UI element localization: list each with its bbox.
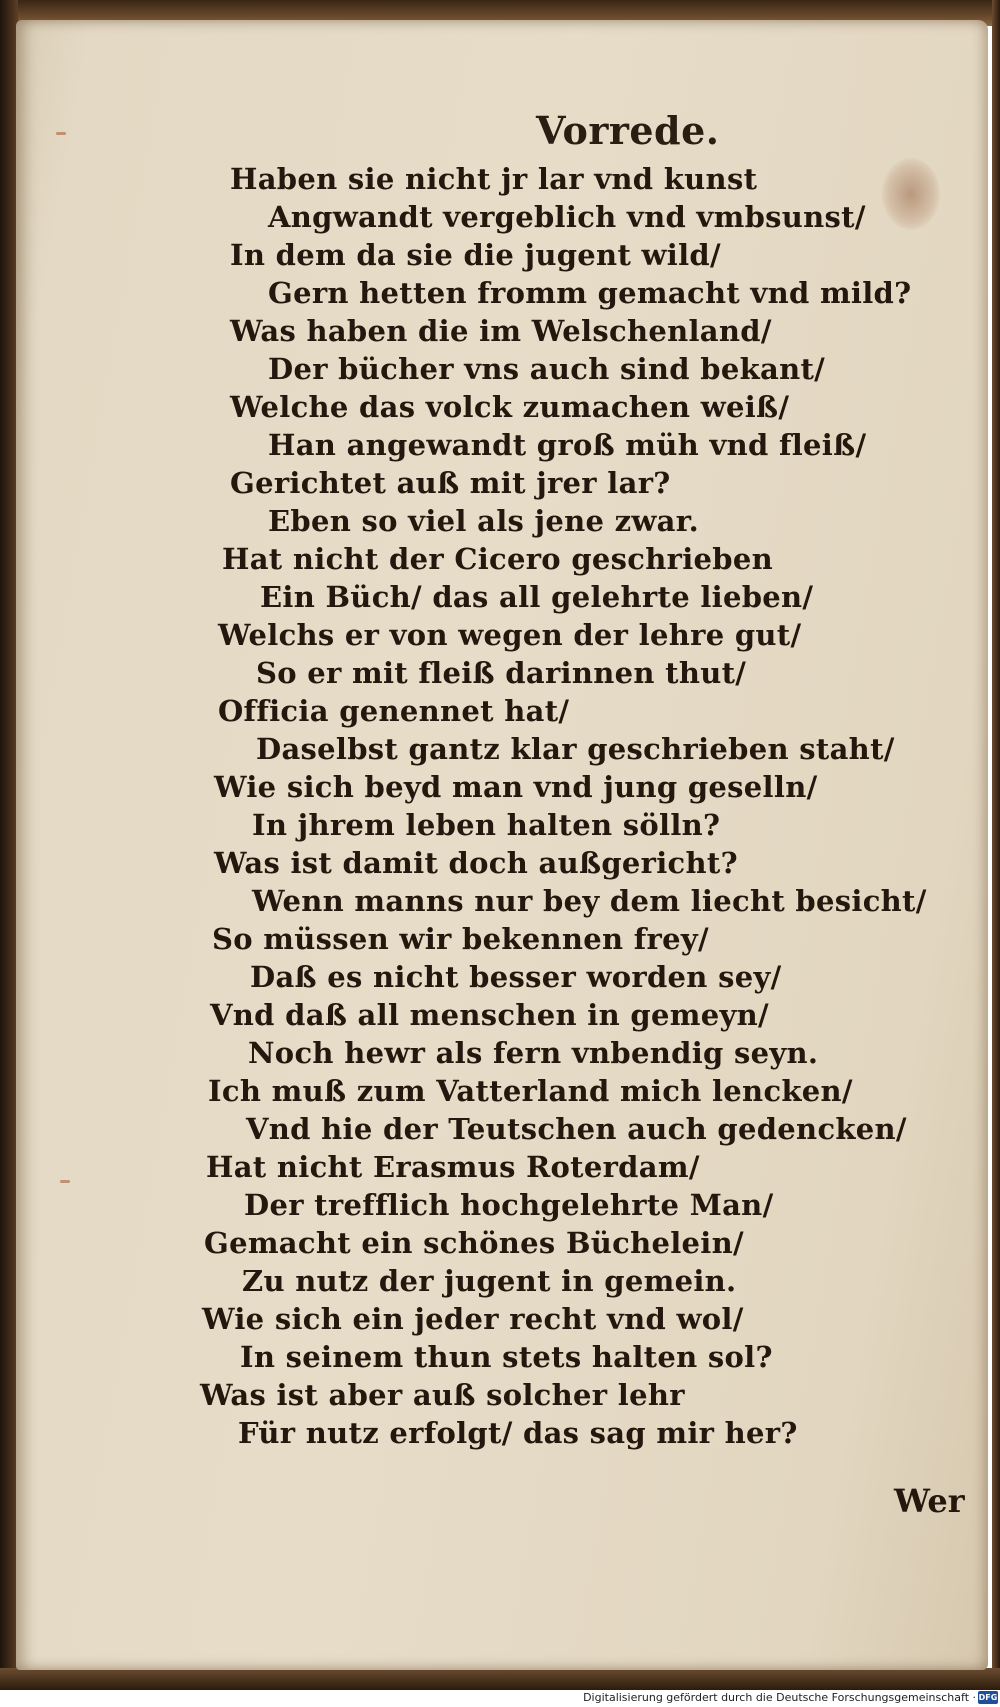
funding-credit: Digitalisierung gefördert durch die Deutsche Forschungsgemeinschaft · <box>583 1691 976 1704</box>
verse-line: Der trefflich hochgelehrte Man/ <box>244 1188 774 1222</box>
verse-line: Welchs er von wegen der lehre gut/ <box>218 618 802 652</box>
verse-line: Gern hetten fromm gemacht vnd mild? <box>268 276 912 310</box>
verse-line: Eben so viel als jene zwar. <box>268 504 700 538</box>
verse-line: In jhrem leben halten sölln? <box>252 808 721 842</box>
verse-line: Wie sich ein jeder recht vnd wol/ <box>202 1302 744 1336</box>
page-heading: Vorrede. <box>536 108 720 153</box>
verse-line: So müssen wir bekennen frey/ <box>212 922 709 956</box>
verse-line: Was haben die im Welschenland/ <box>230 314 772 348</box>
verse-line: Vnd hie der Teutschen auch gedencken/ <box>246 1112 907 1146</box>
verse-line: So er mit fleiß darinnen thut/ <box>256 656 747 690</box>
digitization-footer <box>0 1690 1000 1707</box>
verse-line: Gerichtet auß mit jrer lar? <box>230 466 671 500</box>
ink-speck <box>56 132 66 135</box>
foxing-stain <box>882 158 940 230</box>
verse-line: Welche das volck zumachen weiß/ <box>230 390 790 424</box>
verse-line: Für nutz erfolgt/ das sag mir her? <box>238 1416 798 1450</box>
verse-line: Angwandt vergeblich vnd vmbsunst/ <box>268 200 866 234</box>
verse-line: Officia genennet hat/ <box>218 694 570 728</box>
verse-line: Was ist damit doch außgericht? <box>214 846 738 880</box>
ink-speck <box>60 1180 70 1183</box>
verse-line: Der bücher vns auch sind bekant/ <box>268 352 826 386</box>
verse-line: Was ist aber auß solcher lehr <box>200 1378 685 1412</box>
verse-line: Hat nicht der Cicero geschrieben <box>222 542 773 576</box>
verse-line: In seinem thun stets halten sol? <box>240 1340 773 1374</box>
verse-line: In dem da sie die jugent wild/ <box>230 238 721 272</box>
verse-line: Ein Büch/ das all gelehrte lieben/ <box>260 580 814 614</box>
verse-line: Wie sich beyd man vnd jung geselln/ <box>214 770 818 804</box>
catchword: Wer <box>894 1482 965 1520</box>
dfg-logo: DFG <box>978 1693 998 1702</box>
verse-line: Gemacht ein schönes Büchelein/ <box>204 1226 744 1260</box>
verse-line: Haben sie nicht jr lar vnd kunst <box>230 162 758 196</box>
verse-line: Hat nicht Erasmus Roterdam/ <box>206 1150 700 1184</box>
book-cover-right-edge <box>992 0 1000 1690</box>
verse-line: Daß es nicht besser worden sey/ <box>250 960 782 994</box>
verse-line: Zu nutz der jugent in gemein. <box>242 1264 737 1298</box>
verse-line: Ich muß zum Vatterland mich lencken/ <box>208 1074 853 1108</box>
verse-line: Daselbst gantz klar geschrieben staht/ <box>256 732 895 766</box>
verse-line: Noch hewr als fern vnbendig seyn. <box>248 1036 819 1070</box>
verse-line: Vnd daß all menschen in gemeyn/ <box>210 998 769 1032</box>
verse-line: Wenn manns nur bey dem liecht besicht/ <box>252 884 927 918</box>
book-cover-bottom-edge <box>0 1668 1000 1690</box>
paper-page <box>16 20 988 1670</box>
verse-line: Han angewandt groß müh vnd fleiß/ <box>268 428 867 462</box>
